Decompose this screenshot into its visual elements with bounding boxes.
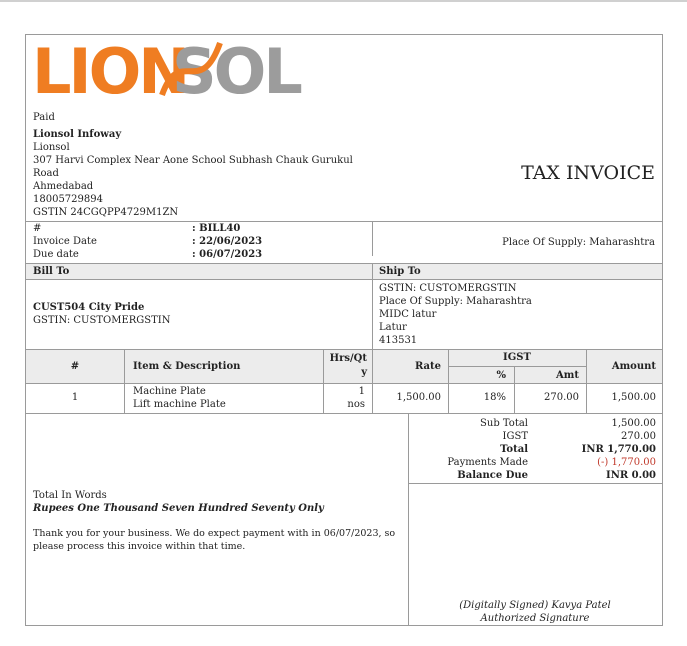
svg-text:SOL: SOL: [172, 35, 300, 103]
bill-to-name: CUST504 City Pride: [33, 302, 145, 313]
col-qty-cont: y: [361, 367, 367, 378]
invoice-date-label: Invoice Date: [33, 236, 97, 247]
due-date-label: Due date: [33, 249, 79, 260]
col-qty: Hrs/Qt: [329, 353, 367, 364]
col-amount: Amount: [611, 361, 656, 372]
igst-total-value: 270.00: [621, 431, 656, 442]
col-rate: Rate: [414, 361, 441, 372]
total-in-words-label: Total In Words: [33, 490, 107, 501]
seller-city: Ahmedabad: [33, 181, 94, 192]
ship-to-gstin: GSTIN: CUSTOMERGSTIN: [379, 283, 517, 294]
seller-phone: 18005729894: [33, 194, 103, 205]
seller-address: 307 Harvi Complex Near Aone School Subhash Chauk Gurukul: [33, 155, 353, 166]
total-in-words: Rupees One Thousand Seven Hundred Seventy Only: [33, 503, 324, 514]
invoice-date: : 22/06/2023: [192, 236, 263, 247]
payment-status: Paid: [33, 112, 55, 123]
lionsol-logo: [30, 35, 305, 103]
thank-you-note-cont: please process this invoice within that time.: [33, 541, 246, 552]
subtotal-value: 1,500.00: [611, 418, 656, 429]
balance-due-label: Balance Due: [457, 470, 528, 481]
due-date: : 06/07/2023: [192, 249, 263, 260]
ship-to-place: Place Of Supply: Maharashtra: [379, 296, 532, 307]
igst-total-label: IGST: [502, 431, 528, 442]
total-value: INR 1,770.00: [581, 444, 656, 455]
ship-to-address: MIDC latur: [379, 309, 437, 320]
col-igst: IGST: [503, 352, 531, 363]
seller-gstin: GSTIN 24CGQPP4729M1ZN: [33, 207, 179, 218]
bill-to-gstin: GSTIN: CUSTOMERGSTIN: [33, 315, 171, 326]
digital-signature: (Digitally Signed) Kavya Patel: [459, 600, 611, 611]
invoice-document: [25, 34, 663, 626]
ship-to-pin: 413531: [379, 335, 418, 346]
page-top-border: [0, 0, 687, 2]
col-number: #: [70, 361, 80, 372]
ship-to-city: Latur: [379, 322, 407, 333]
total-label: Total: [500, 444, 528, 455]
invoice-number-label: #: [33, 223, 42, 234]
row-item: Machine Plate: [133, 386, 206, 397]
row-igst-percent: 18%: [483, 392, 506, 403]
thank-you-note: Thank you for your business. We do expect payment with in 06/07/2023, so: [33, 528, 396, 539]
row-igst-amount: 270.00: [544, 392, 579, 403]
row-description: Lift machine Plate: [133, 399, 226, 410]
seller-name: Lionsol Infoway: [33, 129, 122, 140]
row-unit: nos: [347, 399, 365, 410]
col-igst-percent: %: [496, 370, 506, 381]
row-amount: 1,500.00: [611, 392, 656, 403]
bill-to-header: Bill To: [33, 266, 70, 277]
col-igst-amount: Amt: [556, 370, 579, 381]
subtotal-label: Sub Total: [480, 418, 528, 429]
row-number: 1: [71, 392, 79, 403]
ship-to-header: Ship To: [379, 266, 421, 277]
place-of-supply: Place Of Supply: Maharashtra: [502, 237, 655, 248]
row-rate: 1,500.00: [396, 392, 441, 403]
payments-made-value: (-) 1,770.00: [597, 457, 656, 468]
authorized-signature: Authorized Signature: [480, 613, 590, 624]
invoice-number: : BILL40: [192, 223, 241, 234]
payments-made-label: Payments Made: [447, 457, 528, 468]
col-item: Item & Description: [133, 361, 241, 372]
doc-title: TAX INVOICE: [521, 162, 655, 184]
row-qty: 1: [358, 386, 365, 397]
seller-line1: Lionsol: [33, 142, 70, 153]
balance-due-value: INR 0.00: [606, 470, 656, 481]
svg-text:LION: LION: [32, 35, 188, 103]
seller-address-cont: Road: [33, 168, 59, 179]
